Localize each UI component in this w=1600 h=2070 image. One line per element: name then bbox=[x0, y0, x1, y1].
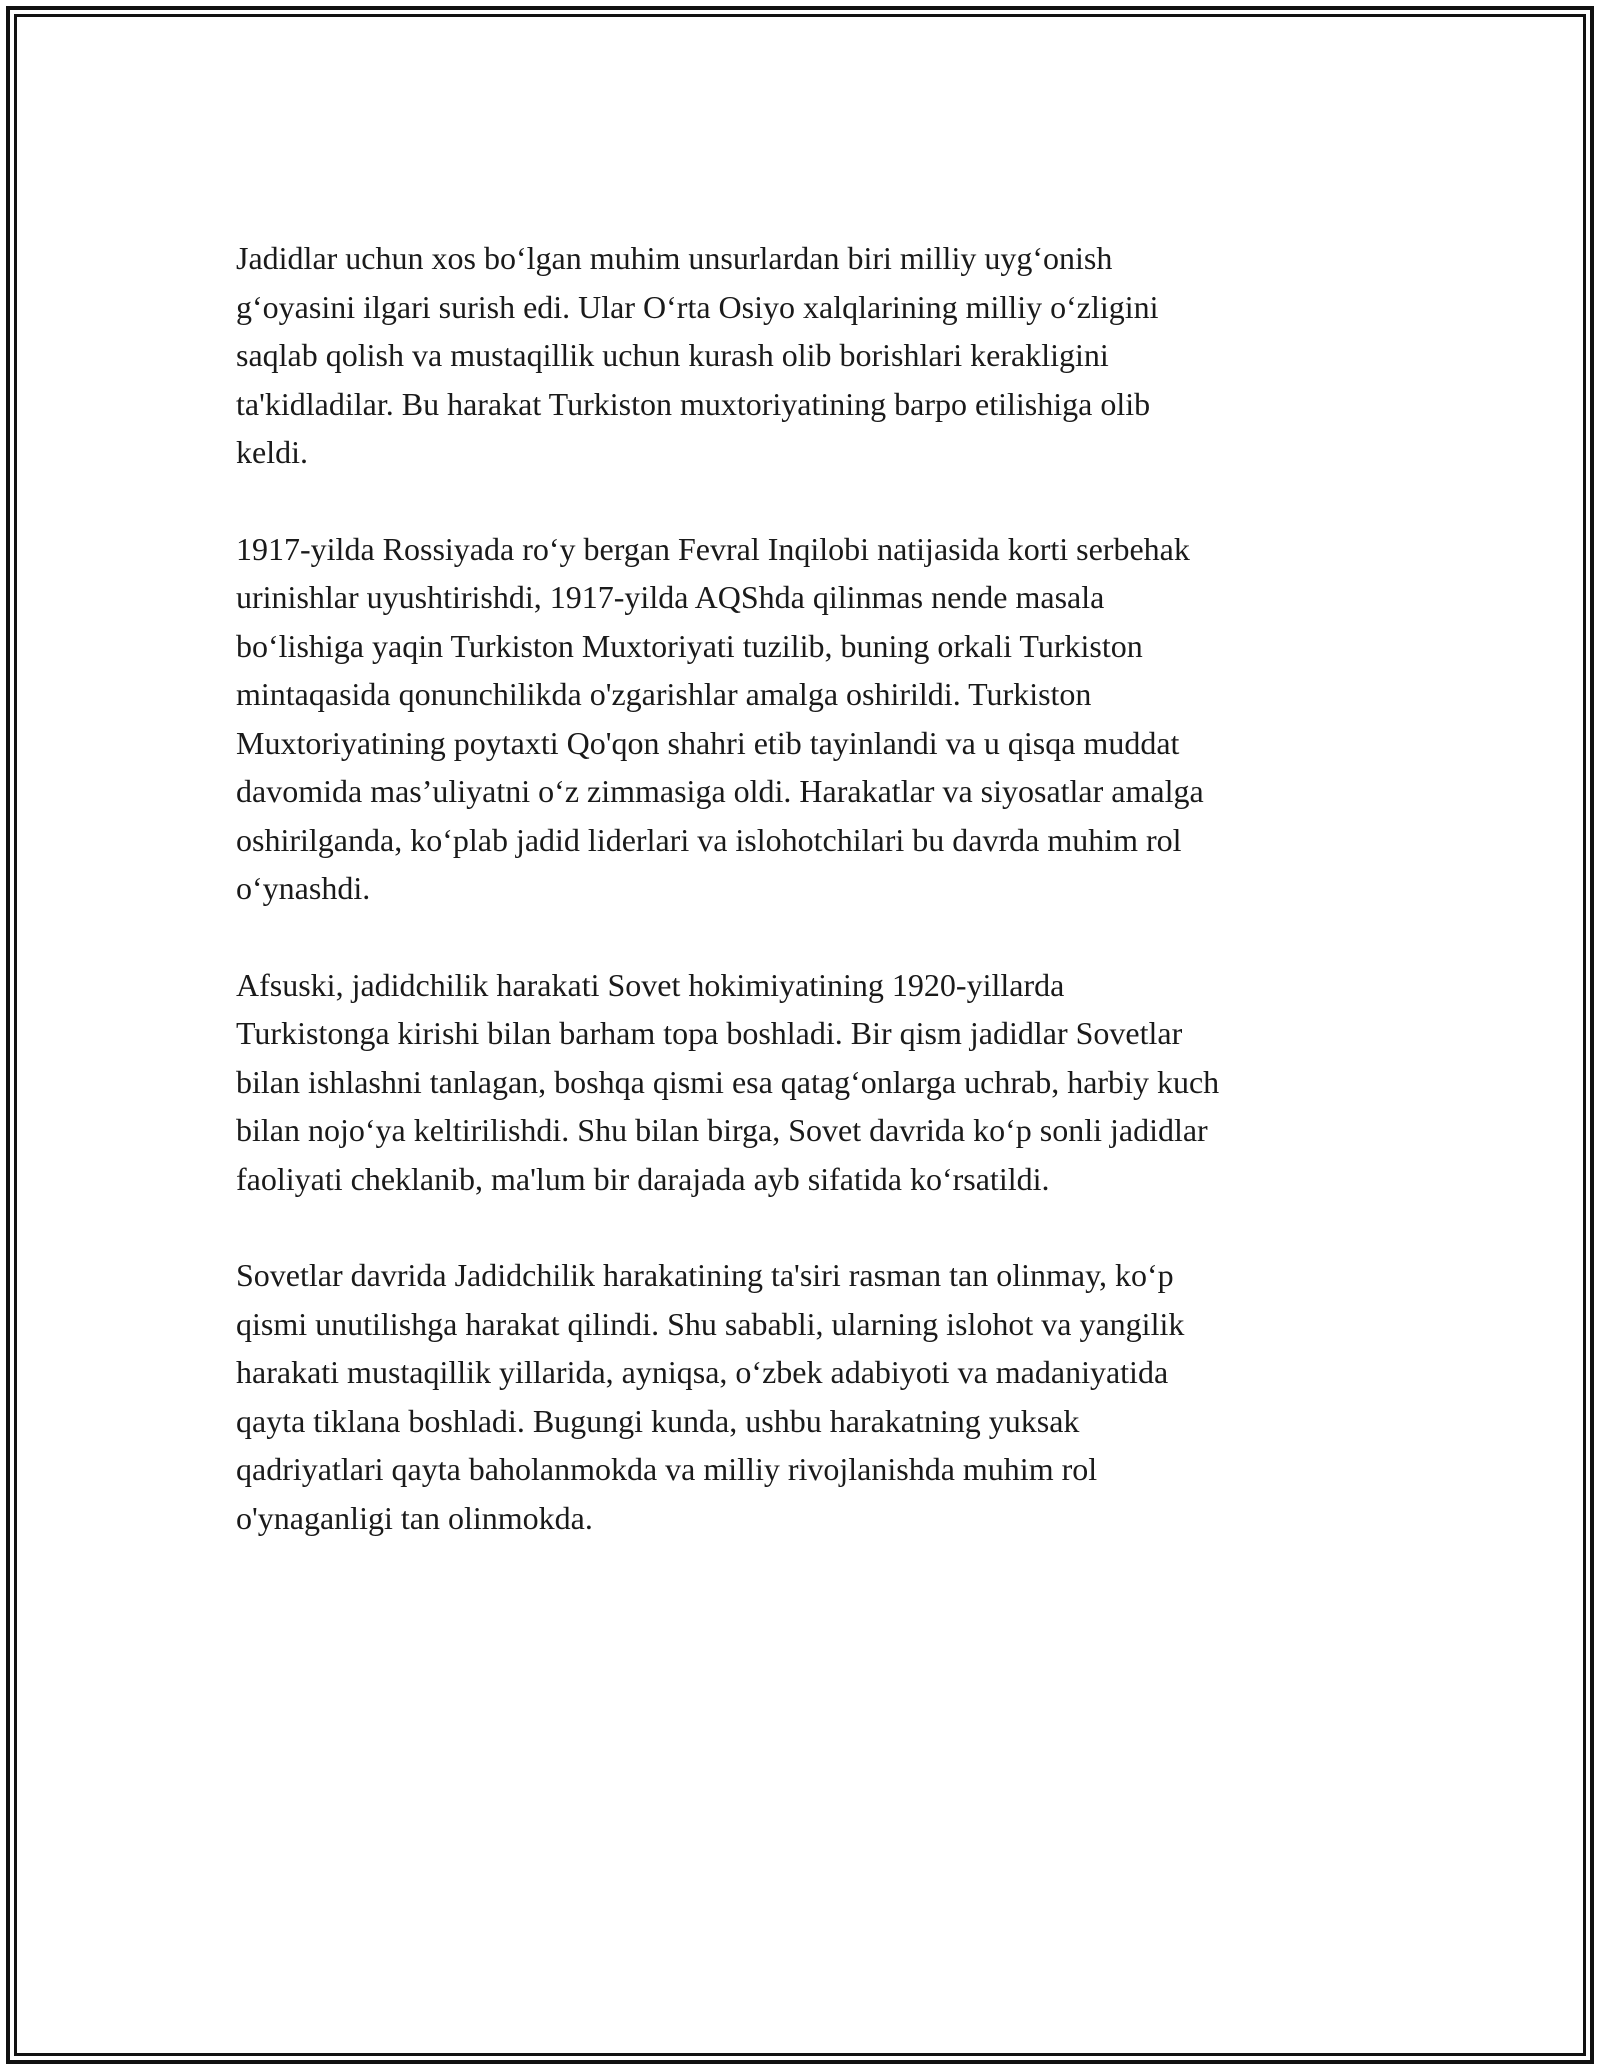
paragraph-1: Jadidlar uchun xos bo‘lgan muhim unsurlardan biri milliy uyg‘onish g‘oyasini ilgari surish edi. Ular O‘rta Osiyo xalqlarining milliy o‘zligini saqlab qolish va mustaqillik uchun kurash olib borishlari kerakligini ta'kidladilar. Bu harakat Turkiston muxtoriyatining barpo etilishiga olib keldi. bbox=[236, 240, 1159, 470]
paragraph-2: 1917-yilda Rossiyada ro‘y bergan Fevral Inqilobi natijasida korti serbehak urinishlar uyushtirishdi, 1917-yilda AQShda qilinmas nende masala bo‘lishiga yaqin Turkiston Muxtoriyati tuzilib, buning orkali Turkiston mintaqasida qonunchilikda o'zgarishlar amalga oshirildi. Turkiston Muxtoriyatining poytaxti Qo'qon shahri etib tayinlandi va u qisqa muddat davomida mas’uliyatni o‘z zimmasiga oldi. Harakatlar va siyosatlar amalga oshirilganda, ko‘plab jadid liderlari va islohotchilari bu davrda muhim rol o‘ynashdi. bbox=[236, 530, 1204, 906]
paragraph-3: Afsuski, jadidchilik harakati Sovet hokimiyatining 1920-yillarda Turkistonga kirishi bilan barham topa boshladi. Bir qism jadidlar Sovetlar bilan ishlashni tanlagan, boshqa qismi esa qatag‘onlarga uchrab, harbiy kuch bilan nojo‘ya keltirilishdi. Shu bilan birga, Sovet davrida ko‘p sonli jadidlar faoliyati cheklanib, ma'lum bir darajada ayb sifatida ko‘rsatildi. bbox=[236, 966, 1220, 1197]
document-body bbox=[236, 234, 1366, 1590]
paragraph-4: Sovetlar davrida Jadidchilik harakatining ta'siri rasman tan olinmay, ko‘p qismi unutilishga harakat qilindi. Shu sababli, ularning islohot va yangilik harakati mustaqillik yillarida, ayniqsa, o‘zbek adabiyoti va madaniyatida qayta tiklana boshladi. Bugungi kunda, ushbu harakatning yuksak qadriyatlari qayta baholanmokda va milliy rivojlanishda muhim rol o'ynaganligi tan olinmokda. bbox=[236, 1257, 1185, 1536]
